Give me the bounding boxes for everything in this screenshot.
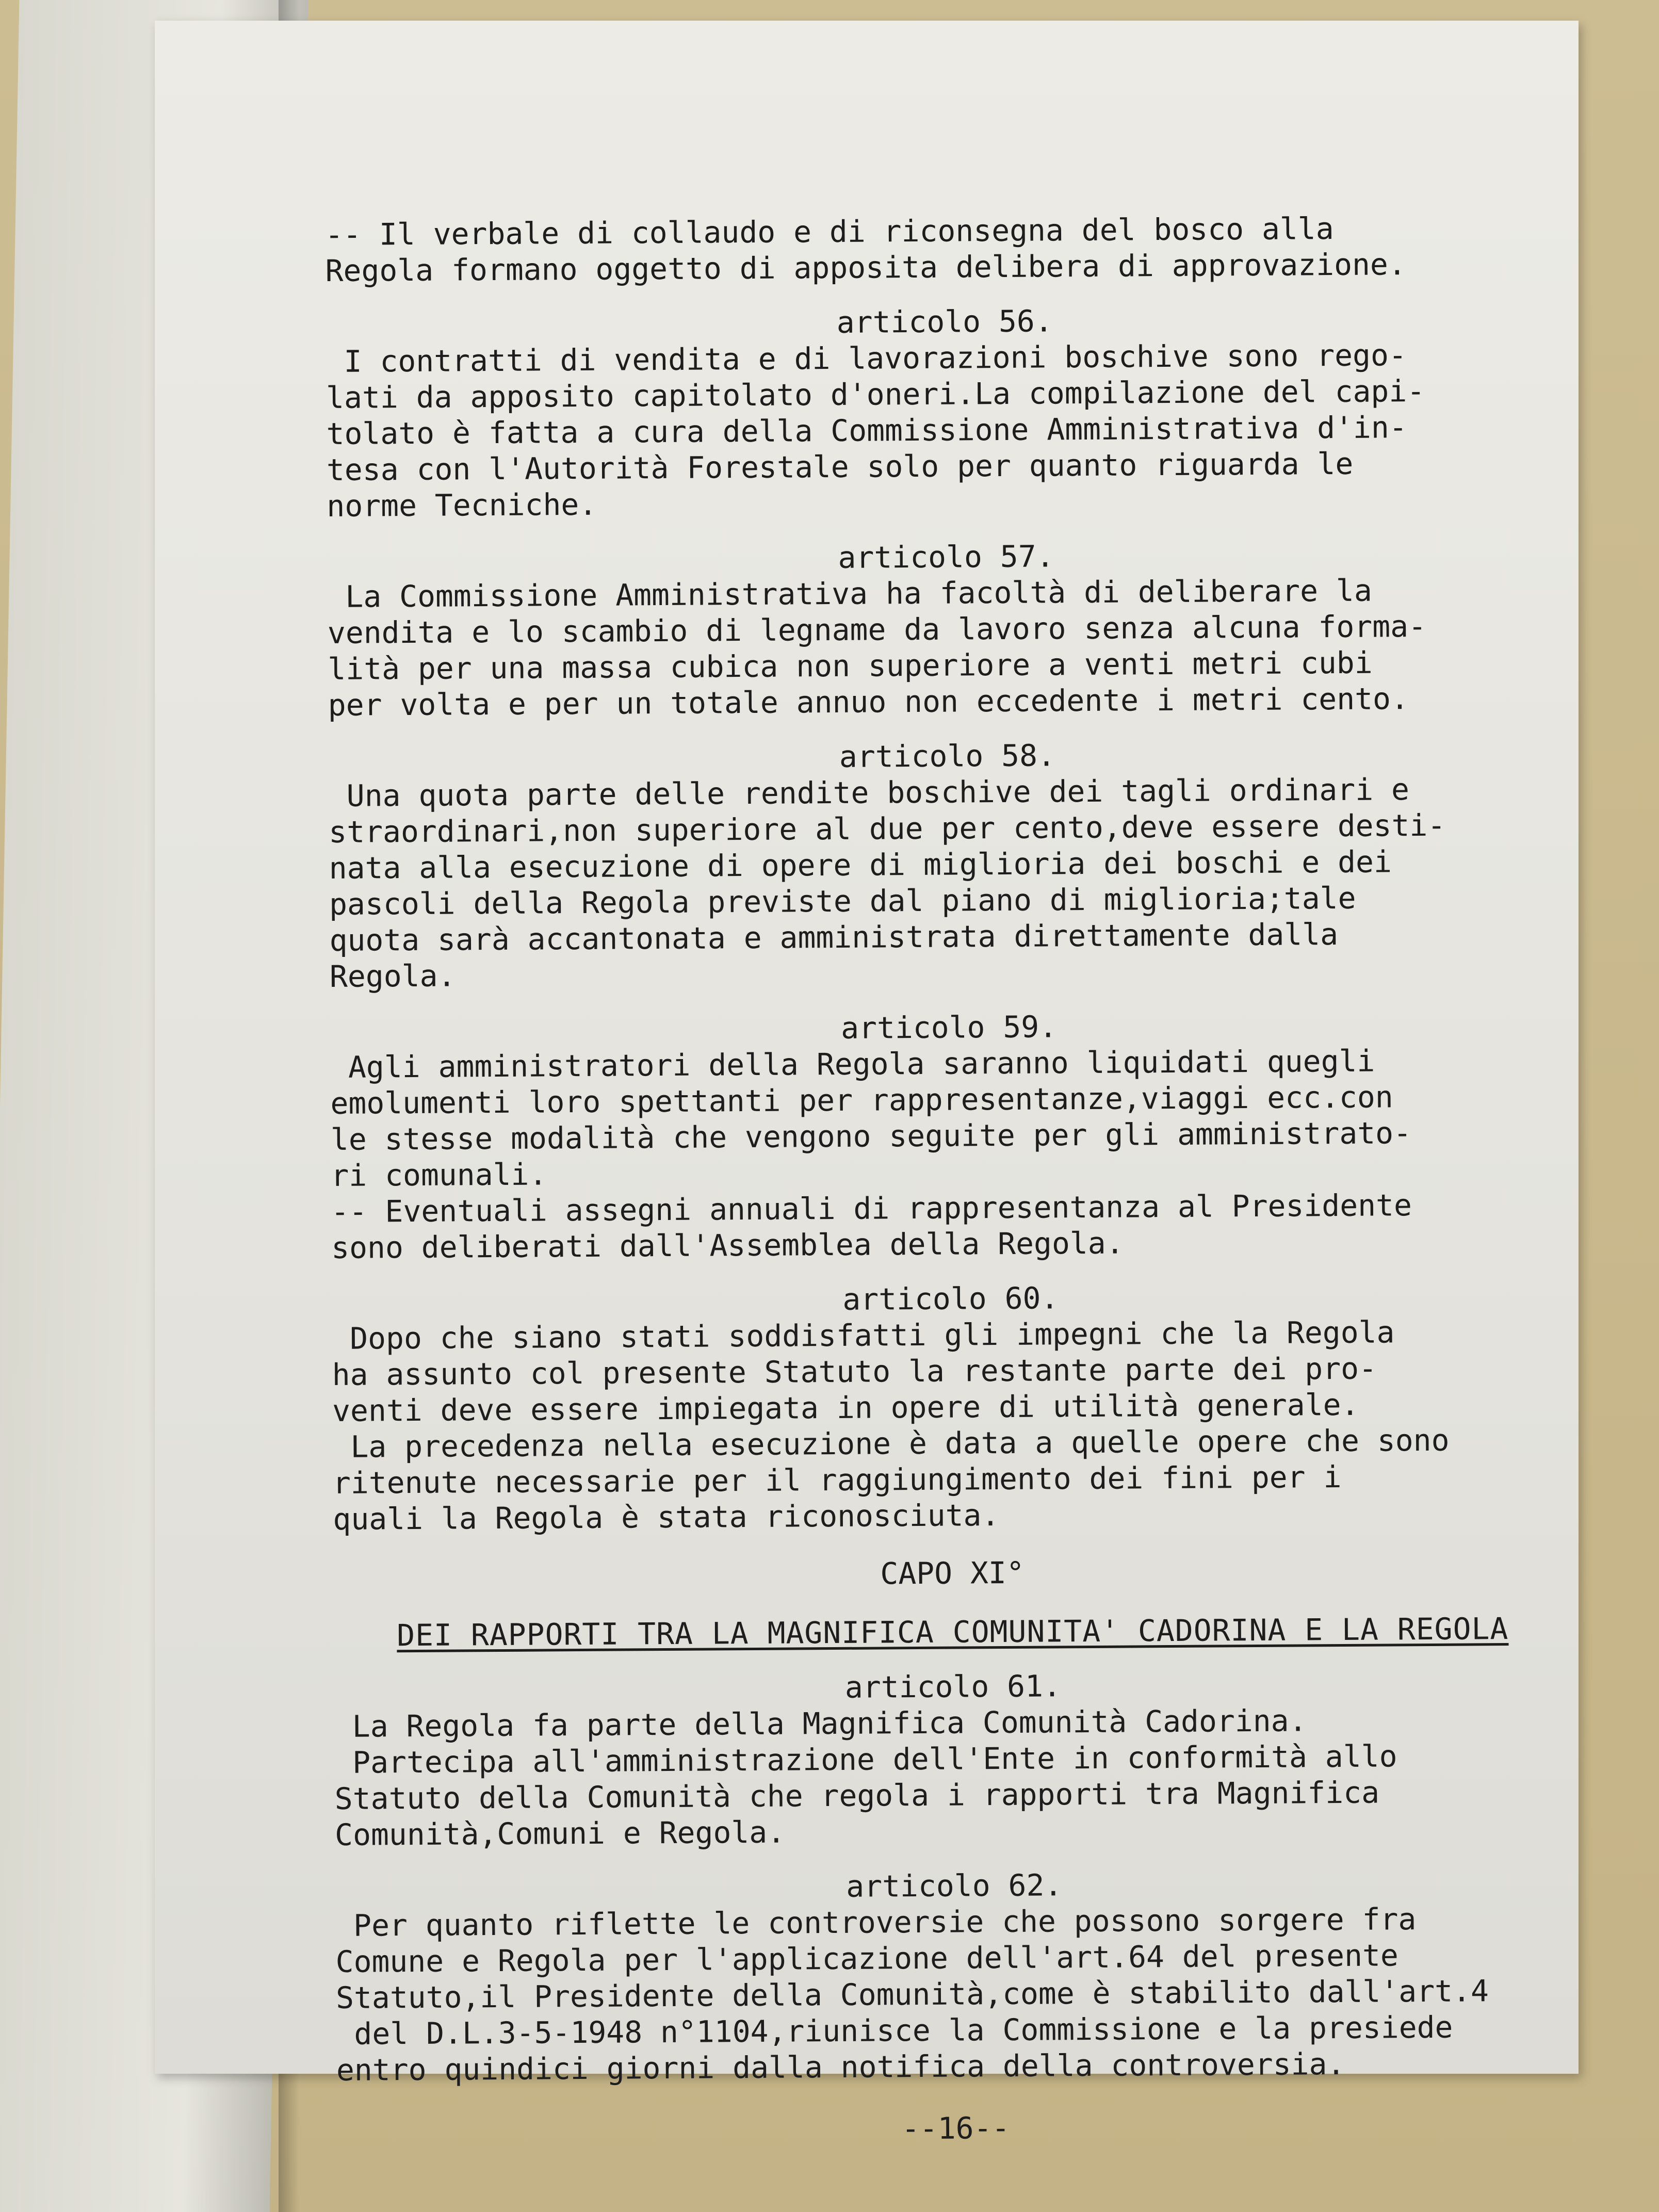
article-body: [327, 571, 1566, 723]
text-line: venti deve essere impiegata in opere di utilità generale.: [332, 1387, 1359, 1428]
text-line: Agli amministratori della Regola saranno liquidati quegli: [330, 1043, 1375, 1085]
text-line: Dopo che siano stati soddisfatti gli impegni che la Regola: [332, 1314, 1395, 1356]
text-line: I contratti di vendita e di lavorazioni boschive sono rego-: [326, 337, 1407, 379]
text-line: La Commissione Amministrativa ha facoltà di deliberare la: [327, 573, 1372, 614]
chapter-title: DEI RAPPORTI TRA LA MAGNIFICA COMUNITA' CADORINA E LA REGOLA: [397, 1611, 1509, 1653]
text-line: vendita e lo scambio di legname da lavoro senza alcuna forma-: [327, 608, 1427, 650]
text-line: tesa con l'Autorità Forestale solo per quanto riguarda le: [326, 446, 1354, 487]
text-line: Regola formano oggetto di apposita delibera di approvazione.: [325, 247, 1406, 288]
article-body: [326, 336, 1565, 524]
article-heading: articolo 60.: [842, 1280, 1059, 1317]
text-line: del D.L.3-5-1948 n°1104,riunisce la Commissione e la presiede: [336, 2009, 1453, 2052]
text-line: quota sarà accantonata e amministrata direttamente dalla: [329, 917, 1339, 958]
text-line: Per quanto riflette le controversie che possono sorgere fra: [335, 1901, 1417, 1943]
text-line: tolato è fatta a cura della Commissione Amministrativa d'in-: [326, 410, 1407, 451]
article-heading: articolo 57.: [838, 539, 1054, 575]
document-page: [155, 21, 1579, 2146]
article-heading: articolo 59.: [840, 1009, 1058, 1046]
article-body: [329, 770, 1568, 995]
text-line: Statuto,il Presidente della Comunità,come è stabilito dall'art.4: [335, 1973, 1489, 2015]
article-heading: articolo 62.: [846, 1867, 1063, 1904]
text-line: lati da apposito capitolato d'oneri.La compilazione del capi-: [326, 373, 1425, 415]
intro-paragraph: [325, 209, 1564, 289]
article-body: [332, 1313, 1571, 1537]
chapter-label: CAPO XI°: [880, 1555, 1024, 1591]
text-line: Statuto della Comunità che regola i rapporti tra Magnifica: [334, 1775, 1380, 1816]
text-line: le stesse modalità che vengono seguite per gli amministrato-: [330, 1115, 1412, 1157]
text-line: -- Il verbale di collaudo e di riconsegna del bosco alla: [325, 211, 1334, 252]
text-line: straordinari,non superiore al due per cento,deve essere desti-: [329, 807, 1446, 850]
text-line: ri comunali.: [331, 1157, 547, 1193]
article-body: [334, 1701, 1573, 1853]
page-number: --16--: [901, 2110, 1010, 2146]
article-heading: articolo 58.: [839, 738, 1056, 774]
text-line: Partecipa all'amministrazione dell'Ente in conformità allo: [334, 1738, 1397, 1780]
text-line: Una quota parte delle rendite boschive dei tagli ordinari e: [328, 772, 1410, 814]
page-text: [325, 209, 1575, 2150]
text-line: -- Eventuali assegni annuali di rappresentanza al Presidente: [331, 1188, 1412, 1229]
text-line: La Regola fa parte della Magnifica Comunità Cadorina.: [334, 1703, 1307, 1744]
text-line: pascoli della Regola previste dal piano di miglioria;tale: [329, 880, 1356, 922]
article-heading: articolo 56.: [836, 303, 1053, 340]
text-line: entro quindici giorni dalla notifica della controversia.: [336, 2046, 1345, 2088]
text-line: lità per una massa cubica non superiore a venti metri cubi: [328, 645, 1373, 687]
text-line: emolumenti loro spettanti per rappresentanze,viaggi ecc.con: [330, 1079, 1393, 1121]
text-line: per volta e per un totale annuo non eccedente i metri cento.: [328, 681, 1409, 723]
text-line: quali la Regola è stata riconosciuta.: [333, 1498, 1000, 1537]
text-line: nata alla esecuzione di opere di miglioria dei boschi e dei: [329, 844, 1392, 886]
text-line: ritenute necessarie per il raggiungimento dei fini per i: [332, 1459, 1342, 1501]
text-line: Comunità,Comuni e Regola.: [334, 1814, 786, 1852]
text-line: ha assunto col presente Statuto la restante parte dei pro-: [332, 1351, 1377, 1392]
text-line: Comune e Regola per l'applicazione dell'art.64 del presente: [335, 1938, 1399, 1979]
article-body: [330, 1042, 1570, 1266]
text-line: norme Tecniche.: [327, 486, 597, 524]
text-line: Regola.: [329, 958, 456, 994]
text-line: sono deliberati dall'Assemblea della Regola.: [331, 1225, 1124, 1265]
article-body: [335, 1900, 1574, 2088]
text-line: La precedenza nella esecuzione è data a quelle opere che sono: [332, 1422, 1450, 1465]
article-heading: articolo 61.: [844, 1668, 1062, 1705]
